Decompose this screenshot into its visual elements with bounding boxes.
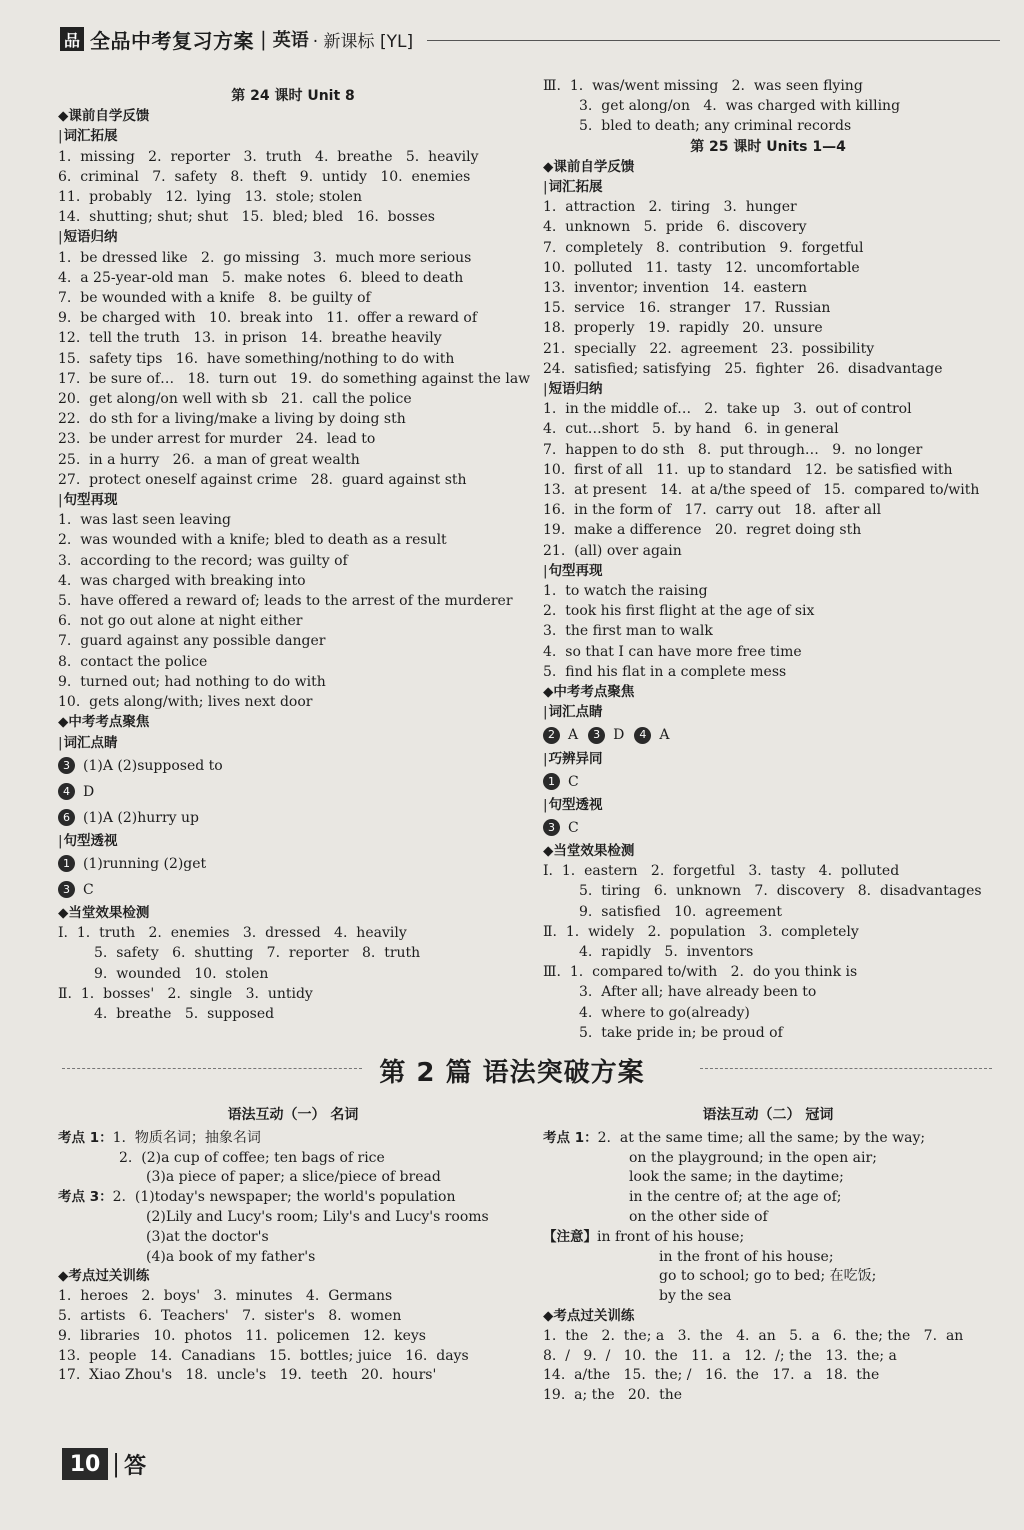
circled-answer-row: [543, 769, 993, 795]
answer-line: 4. rapidly 5. inventors: [579, 943, 754, 960]
answer-line: on the other side of: [629, 1208, 768, 1225]
note-line: [543, 1228, 993, 1248]
answer-line: 5. take pride in; be proud of: [579, 1024, 783, 1041]
circled-number-icon: 1: [543, 773, 560, 790]
key-point-label: 考点 3：: [58, 1189, 113, 1206]
answer-line: 3. the first man to walk: [543, 623, 713, 640]
answer-line: 6. not go out alone at night either: [58, 613, 303, 630]
answer-line: 10. gets along/with; lives next door: [58, 694, 313, 711]
answer-line: 19. make a difference 20. regret doing sth: [543, 522, 862, 539]
answer-text: C: [83, 881, 94, 898]
answer-line: 1. was last seen leaving: [58, 512, 232, 529]
key-point-label: 考点 1：: [58, 1129, 113, 1146]
circled-answer-row: [58, 805, 528, 831]
answer-line: 9. wounded 10. stolen: [94, 965, 269, 982]
subsection-heading: | 词汇点睛: [543, 702, 993, 722]
footer-separator: |: [112, 1450, 121, 1478]
grammar-right-lines: [543, 1129, 993, 1406]
subsection-heading: | 句型透视: [543, 795, 993, 815]
circled-number-icon: 6: [58, 809, 75, 826]
subject-label: 英语: [272, 30, 309, 51]
answer-text: D: [83, 783, 95, 800]
answer-line: 4. was charged with breaking into: [58, 572, 306, 589]
subsection-heading: | 巧辨异同: [543, 749, 993, 769]
answer-line: 2. (2)a cup of coffee; ten bags of rice: [119, 1149, 385, 1166]
page-footer: [62, 1448, 146, 1480]
circled-number-icon: 1: [58, 855, 75, 872]
answer-line: 13. at present 14. at a/the speed of 15. compared to/with: [543, 482, 980, 499]
answer-line: 4. where to go(already): [579, 1004, 750, 1021]
circled-answer-row: [58, 779, 528, 805]
answer-text: 2. at the same time; all the same; by the way;: [597, 1129, 926, 1146]
answer-line: 9. libraries 10. photos 11. policemen 12. keys: [58, 1327, 426, 1344]
answer-line: 1. the 2. the; a 3. the 4. an 5. a 6. the; the 7. an: [543, 1327, 964, 1344]
section-heading: ◆考点过关训练: [543, 1307, 635, 1324]
part-title: 第 2 篇 语法突破方案: [379, 1058, 645, 1088]
circled-number-icon: 4: [634, 727, 651, 744]
page-header: [60, 22, 1000, 56]
answer-line: 9. turned out; had nothing to do with: [58, 673, 326, 690]
answer-line: (3)a piece of paper; a slice/piece of bread: [146, 1169, 441, 1186]
answer-line: in the centre of; at the age of;: [629, 1189, 842, 1206]
answer-text: A: [659, 727, 670, 744]
answer-line: 2. took his first flight at the age of six: [543, 603, 815, 620]
answer-line: Ⅰ. 1. truth 2. enemies 3. dressed 4. heavily: [58, 925, 407, 942]
answers-right-column: [543, 76, 993, 1043]
answer-line: 4. cut…short 5. by hand 6. in general: [543, 421, 839, 438]
header-rule: [427, 40, 1000, 41]
circled-number-icon: 2: [543, 727, 560, 744]
answer-line: 18. properly 19. rapidly 20. unsure: [543, 320, 823, 337]
answer-line: 4. a 25-year-old man 5. make notes 6. bleed to death: [58, 269, 464, 286]
answer-line: 1. missing 2. reporter 3. truth 4. breathe 5. heavily: [58, 148, 479, 165]
answer-line: 14. a/the 15. the; / 16. the 17. a 18. the: [543, 1367, 880, 1384]
answer-line: 4. so that I can have more free time: [543, 643, 802, 660]
answer-line: 5. find his flat in a complete mess: [543, 663, 787, 680]
section-heading: ◆课前自学反馈: [58, 108, 150, 125]
answer-line: 1. to watch the raising: [543, 583, 708, 600]
note-label: 【注意】: [543, 1228, 597, 1245]
answer-line: 10. first of all 11. up to standard 12. be satisfied with: [543, 461, 953, 478]
answer-line: 20. get along/on well with sb 21. call the police: [58, 391, 412, 408]
answer-line: 2. was wounded with a knife; bled to death as a result: [58, 532, 447, 549]
subsection-heading: | 词汇拓展: [543, 177, 993, 197]
answer-line: Ⅲ. 1. was/went missing 2. was seen flying: [543, 78, 863, 94]
answer-line: 17. Xiao Zhou's 18. uncle's 19. teeth 20. hours': [58, 1367, 437, 1384]
answer-text: C: [568, 819, 579, 836]
section-heading: ◆当堂效果检测: [58, 904, 150, 921]
answer-line: 1. attraction 2. tiring 3. hunger: [543, 199, 797, 216]
answer-line: in the front of his house;: [659, 1248, 834, 1265]
answer-line: 5. bled to death; any criminal records: [579, 118, 852, 135]
circled-number-icon: 3: [588, 727, 605, 744]
circled-answer-row: [543, 723, 993, 749]
answer-line: 1. in the middle of… 2. take up 3. out of control: [543, 401, 912, 418]
subsection-heading: | 句型透视: [58, 831, 528, 851]
answer-line: Ⅱ. 1. widely 2. population 3. completely: [543, 923, 859, 940]
answer-line: 7. be wounded with a knife 8. be guilty of: [58, 290, 371, 307]
answer-line: Ⅲ. 1. compared to/with 2. do you think is: [543, 964, 858, 981]
answer-line: 27. protect oneself against crime 28. guard against sth: [58, 471, 467, 488]
key-point-label: 考点 1：: [543, 1129, 598, 1146]
answer-line: 15. safety tips 16. have something/nothing to do with: [58, 350, 455, 367]
answer-text: in front of his house;: [597, 1228, 745, 1245]
answer-text: (1)A (2)supposed to: [83, 757, 223, 774]
answer-line: Ⅱ. 1. bosses' 2. single 3. untidy: [58, 985, 313, 1002]
answer-line: on the playground; in the open air;: [629, 1149, 877, 1166]
answer-line: (2)Lily and Lucy's room; Lily's and Lucy's rooms: [146, 1208, 489, 1225]
answer-line: 5. artists 6. Teachers' 7. sister's 8. women: [58, 1307, 402, 1324]
answer-line: 5. have offered a reward of; leads to the arrest of the murderer: [58, 593, 513, 610]
answer-line: 9. be charged with 10. break into 11. offer a reward of: [58, 310, 478, 327]
answer-line: 17. be sure of… 18. turn out 19. do something against the law: [58, 370, 531, 387]
section-heading: ◆考点过关训练: [58, 1268, 150, 1285]
answer-text: (1)A (2)hurry up: [83, 809, 199, 826]
answer-line: 9. satisfied 10. agreement: [579, 903, 782, 920]
circled-answer-row: [58, 851, 528, 877]
answer-line: 1. be dressed like 2. go missing 3. much more serious: [58, 249, 472, 266]
answer-line: 3. get along/on 4. was charged with killing: [579, 98, 901, 115]
answer-line: 25. in a hurry 26. a man of great wealth: [58, 451, 360, 468]
answer-text: 2. (1)today's newspaper; the world's population: [112, 1189, 456, 1206]
section-heading: ◆中考考点聚焦: [58, 714, 150, 731]
book-logo-icon: 品: [60, 27, 84, 51]
answer-line: 11. probably 12. lying 13. stole; stolen: [58, 189, 362, 206]
answer-line: (4)a book of my father's: [146, 1248, 316, 1265]
circled-number-icon: 3: [543, 819, 560, 836]
subsection-heading: | 句型再现: [543, 561, 993, 581]
lesson-title: 第 25 课时 Units 1—4: [690, 138, 846, 155]
subsection-heading: | 句型再现: [58, 490, 528, 510]
answer-line: 4. breathe 5. supposed: [94, 1005, 275, 1022]
circled-number-icon: 3: [58, 757, 75, 774]
answer-line: 5. safety 6. shutting 7. reporter 8. truth: [94, 945, 421, 962]
grammar-left-lines: [58, 1129, 528, 1386]
answer-line: 21. specially 22. agreement 23. possibility: [543, 340, 875, 357]
answer-line: by the sea: [659, 1288, 732, 1305]
grammar-right-column: [543, 1106, 993, 1406]
answer-line: 19. a; the 20. the: [543, 1387, 683, 1404]
circled-answer-row: [543, 815, 993, 841]
subsection-heading: | 短语归纳: [543, 379, 993, 399]
grammar-section-title: 语法互动（一） 名词: [227, 1107, 359, 1123]
answer-line: 14. shutting; shut; shut 15. bled; bled 16. bosses: [58, 209, 435, 226]
section-heading: ◆课前自学反馈: [543, 158, 635, 175]
answer-line: 22. do sth for a living/make a living by doing sth: [58, 411, 406, 428]
key-point-line: [58, 1188, 528, 1208]
answer-line: 10. polluted 11. tasty 12. uncomfortable: [543, 259, 860, 276]
answer-label: 答: [124, 1453, 147, 1479]
circled-number-icon: 3: [58, 881, 75, 898]
answer-line: 7. guard against any possible danger: [58, 633, 326, 650]
subsection-heading: | 词汇拓展: [58, 126, 528, 146]
header-separator: |: [260, 27, 267, 51]
answer-line: 3. After all; have already been to: [579, 984, 817, 1001]
answer-line: 15. service 16. stranger 17. Russian: [543, 300, 831, 317]
circled-answer-row: [58, 877, 528, 903]
grammar-section-title: 语法互动（二） 冠词: [702, 1107, 834, 1123]
answer-line: 7. completely 8. contribution 9. forgetful: [543, 239, 864, 256]
answer-text: C: [568, 773, 579, 790]
answer-line: 8. contact the police: [58, 653, 208, 670]
answer-line: 21. (all) over again: [543, 542, 682, 559]
series-title: 全品中考复习方案: [90, 28, 254, 53]
grammar-left-column: [58, 1106, 528, 1386]
answer-line: 13. inventor; invention 14. eastern: [543, 280, 807, 297]
answer-line: 5. tiring 6. unknown 7. discovery 8. disadvantages: [579, 883, 982, 900]
lesson-title: 第 24 课时 Unit 8: [231, 88, 355, 104]
answer-line: 3. according to the record; was guilty of: [58, 552, 348, 569]
answer-line: 12. tell the truth 13. in prison 14. breathe heavily: [58, 330, 442, 347]
answer-line: Ⅰ. 1. eastern 2. forgetful 3. tasty 4. polluted: [543, 863, 900, 880]
answer-line: 7. happen to do sth 8. put through… 9. no longer: [543, 441, 923, 458]
key-point-line: [58, 1129, 528, 1149]
answer-line: (3)at the doctor's: [146, 1228, 269, 1245]
answer-text: D: [613, 727, 625, 744]
answer-line: 8. / 9. / 10. the 11. a 12. /; the 13. the; a: [543, 1347, 897, 1364]
subsection-heading: | 短语归纳: [58, 227, 528, 247]
circled-number-icon: 4: [58, 783, 75, 800]
answer-line: 23. be under arrest for murder 24. lead to: [58, 431, 376, 448]
key-point-line: [543, 1129, 993, 1149]
answer-line: go to school; go to bed; 在吃饭;: [659, 1268, 877, 1285]
answer-line: look the same; in the daytime;: [629, 1169, 844, 1186]
section-heading: ◆当堂效果检测: [543, 842, 635, 859]
edition-label: · 新课标 [YL]: [312, 31, 414, 52]
answer-line: 1. heroes 2. boys' 3. minutes 4. Germans: [58, 1288, 393, 1305]
answer-text: A: [568, 727, 579, 744]
answer-line: 24. satisfied; satisfying 25. fighter 26. disadvantage: [543, 360, 943, 377]
section-heading: ◆中考考点聚焦: [543, 684, 635, 701]
subsection-heading: | 词汇点睛: [58, 733, 528, 753]
answer-text: (1)running (2)get: [83, 855, 207, 872]
circled-answer-row: [58, 753, 528, 779]
answers-left-column: [58, 86, 531, 1024]
page-number: 10: [62, 1448, 108, 1480]
part-divider-right: [700, 1068, 992, 1069]
answer-line: 4. unknown 5. pride 6. discovery: [543, 219, 807, 236]
answer-line: 16. in the form of 17. carry out 18. after all: [543, 502, 882, 519]
answer-line: 6. criminal 7. safety 8. theft 9. untidy 10. enemies: [58, 168, 471, 185]
answer-line: 13. people 14. Canadians 15. bottles; juice 16. days: [58, 1347, 469, 1364]
answer-text: 1. 物质名词；抽象名词: [112, 1129, 261, 1146]
